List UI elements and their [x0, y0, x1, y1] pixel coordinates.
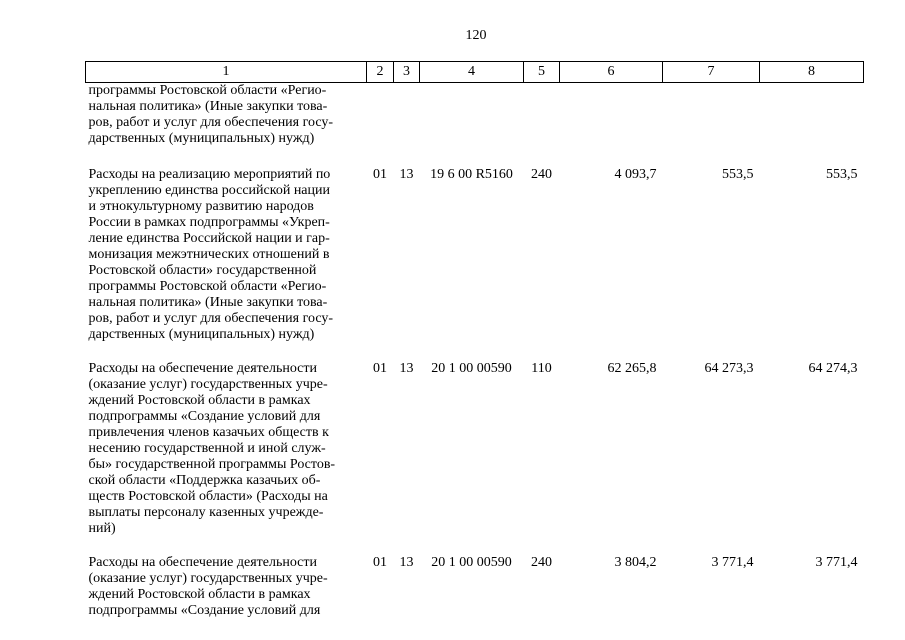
expense-type-code	[524, 83, 560, 160]
amount-col8: 553,5	[826, 167, 858, 182]
description-line: выплаты персоналу казенных учрежде-	[88, 505, 324, 520]
description-line: монизация межэтнических отношений в	[88, 247, 330, 262]
description-line: ждений Ростовской области в рамках	[88, 587, 311, 602]
column-header-1: 1	[86, 62, 367, 83]
page-number: 120	[465, 28, 487, 43]
description-line: дарственных (муниципальных) нужд)	[88, 327, 315, 342]
description-line: подпрограммы «Создание условий для	[88, 409, 321, 424]
section-code: 01	[373, 555, 387, 570]
table-row	[86, 83, 864, 160]
description-line: ров, работ и услуг для обеспечения госу-	[88, 311, 334, 326]
description-line: Расходы на реализацию мероприятий по	[88, 167, 331, 182]
description-line: ров, работ и услуг для обеспечения госу-	[88, 115, 334, 130]
description-line: и этнокультурному развитию народов	[88, 199, 314, 214]
row-description	[86, 353, 367, 547]
description-line: Ростовской области» государственной	[88, 263, 317, 278]
description-line: программы Ростовской области «Регио-	[88, 83, 327, 98]
amount-col7	[663, 83, 760, 160]
table-row	[86, 547, 864, 629]
section-code	[367, 83, 394, 160]
column-header-4: 4	[420, 62, 524, 83]
column-header-5: 5	[524, 62, 560, 83]
target-article-code	[420, 83, 524, 160]
description-line: (оказание услуг) государственных учре-	[88, 571, 328, 586]
amount-col8	[760, 83, 864, 160]
description-line: бы» государственной программы Ростов-	[88, 457, 336, 472]
description-line: программы Ростовской области «Регио-	[88, 279, 327, 294]
amount-col6: 4 093,7	[614, 167, 657, 182]
table-row	[86, 159, 864, 353]
description-line: подпрограммы «Создание условий для	[88, 603, 321, 618]
table-row	[86, 353, 864, 547]
budget-table	[85, 61, 864, 629]
amount-col7: 64 273,3	[704, 361, 754, 376]
amount-col6: 3 804,2	[614, 555, 657, 570]
section-code: 01	[373, 361, 387, 376]
expense-type-code: 240	[531, 555, 552, 570]
amount-col7: 3 771,4	[711, 555, 754, 570]
description-line: нальная политика» (Иные закупки това-	[88, 99, 328, 114]
target-article-code: 19 6 00 R5160	[430, 167, 513, 182]
amount-col6	[560, 83, 663, 160]
target-article-code: 20 1 00 00590	[431, 555, 512, 570]
subsection-code	[394, 83, 420, 160]
description-line: дарственных (муниципальных) нужд)	[88, 131, 315, 146]
expense-type-code: 110	[531, 361, 552, 376]
description-line: нальная политика» (Иные закупки това-	[88, 295, 328, 310]
table-header-row	[86, 62, 864, 83]
row-description	[86, 547, 367, 629]
subsection-code: 13	[399, 555, 414, 570]
description-line: ление единства Российской нации и гар-	[88, 231, 330, 246]
description-line: привлечения членов казачьих обществ к	[88, 425, 329, 440]
description-line: ществ Ростовской области» (Расходы на	[88, 489, 328, 504]
description-line: укреплению единства российской нации	[88, 183, 330, 198]
subsection-code: 13	[399, 167, 414, 182]
column-header-6: 6	[560, 62, 663, 83]
amount-col7: 553,5	[722, 167, 754, 182]
target-article-code: 20 1 00 00590	[431, 361, 512, 376]
description-line: (оказание услуг) государственных учре-	[88, 377, 328, 392]
description-line: России в рамках подпрограммы «Укреп-	[88, 215, 330, 230]
column-header-3: 3	[394, 62, 420, 83]
row-description	[86, 83, 367, 160]
subsection-code: 13	[399, 361, 414, 376]
column-header-8: 8	[760, 62, 864, 83]
section-code: 01	[373, 167, 387, 182]
description-line: Расходы на обеспечение деятельности	[88, 361, 317, 376]
row-description	[86, 159, 367, 353]
description-line: ской области «Поддержка казачьих об-	[88, 473, 321, 488]
amount-col6: 62 265,8	[607, 361, 657, 376]
column-header-2: 2	[367, 62, 394, 83]
description-line: ждений Ростовской области в рамках	[88, 393, 311, 408]
amount-col8: 3 771,4	[815, 555, 858, 570]
description-line: ний)	[88, 521, 116, 536]
description-line: несению государственной и иной служ-	[88, 441, 326, 456]
column-header-7: 7	[663, 62, 760, 83]
description-line: Расходы на обеспечение деятельности	[88, 555, 317, 570]
expense-type-code: 240	[531, 167, 552, 182]
amount-col8: 64 274,3	[808, 361, 858, 376]
